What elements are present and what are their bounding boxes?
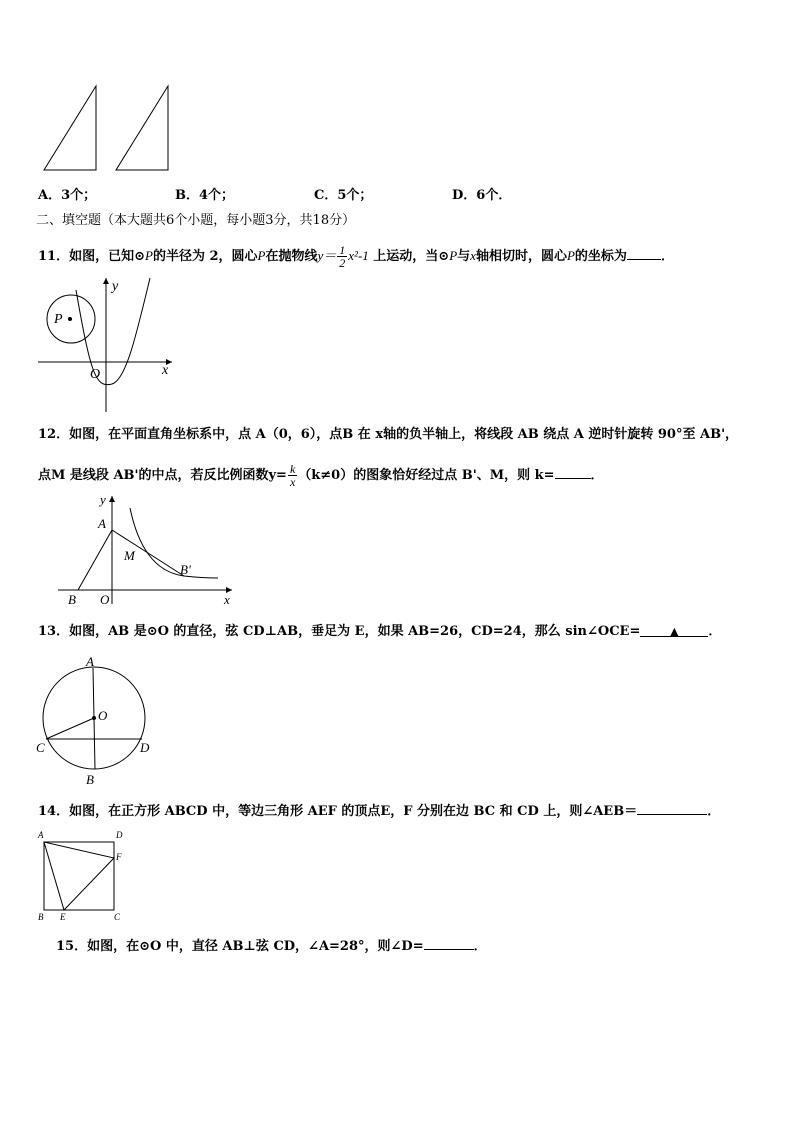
q11-var-p: P — [145, 248, 153, 263]
q10-triangles-figure — [40, 82, 175, 174]
center-p-dot — [68, 317, 72, 321]
question-11 — [38, 244, 674, 269]
section-heading-text: 二、填空题（本大题共6个小题，每小题3分，共18分） — [36, 213, 356, 228]
question-14 — [38, 802, 720, 820]
segment-ab — [78, 530, 112, 590]
q11-text-6: 轴相切时，圆心 — [475, 249, 567, 264]
q11-text-7: 的坐标为 — [574, 249, 627, 264]
q11-text-4: 上运动，当⊙ — [368, 249, 450, 264]
question-15 — [56, 937, 487, 955]
label-x: x — [162, 363, 169, 378]
q13-answer-blank[interactable] — [640, 624, 708, 637]
label-d: D — [140, 740, 150, 755]
q12-fraction — [288, 463, 297, 488]
option-c: C．5个； — [314, 188, 373, 203]
label-a: A — [86, 654, 94, 669]
q11-frac-den: 2 — [339, 256, 346, 270]
triangle-left — [44, 86, 96, 170]
q11-parabola-figure — [36, 276, 176, 414]
label-m: M — [124, 548, 135, 563]
q12-answer-blank[interactable] — [555, 466, 591, 479]
q13-end: ． — [708, 624, 722, 639]
label-o: O — [98, 708, 108, 723]
q11-var-x: x — [470, 248, 476, 263]
label-c: C — [114, 912, 121, 922]
center-o-dot — [92, 716, 96, 720]
label-f: F — [116, 852, 122, 862]
q11-answer-blank[interactable] — [627, 247, 661, 260]
label-c: C — [36, 740, 45, 755]
label-y: y — [100, 492, 106, 507]
label-a: A — [38, 830, 44, 840]
y-axis-arrow — [109, 496, 115, 502]
label-b: B — [86, 772, 94, 787]
q11-var-p: P — [566, 248, 575, 263]
hyperbola-curve — [130, 508, 218, 578]
q14-text: 14．如图，在正方形 ABCD 中，等边三角形 AEF 的顶点E，F 分别在边 BC 和 CD 上，则∠AEB＝ — [38, 804, 638, 819]
q15-end: ． — [473, 939, 487, 954]
q14-square-figure — [36, 828, 130, 924]
q12-rotation-figure — [54, 492, 238, 610]
q14-answer-blank[interactable] — [637, 802, 707, 815]
label-a: A — [98, 516, 106, 531]
q11-frac-num: 1 — [339, 243, 346, 257]
label-y: y — [112, 279, 119, 294]
q11-y-eq: y＝ — [317, 248, 337, 263]
q12-frac-den: x — [289, 475, 296, 489]
label-o: O — [90, 367, 101, 382]
y-axis-arrow — [103, 278, 109, 284]
equilateral-triangle-aef — [44, 842, 114, 910]
label-d: D — [116, 830, 123, 840]
q11-expr-tail: x²-1 — [348, 248, 369, 263]
q12-text-b: （k≠0）的图象恰好经过点 B'、M，则 k= — [298, 468, 555, 483]
q13-circle-figure — [34, 654, 160, 788]
label-b: B — [38, 912, 44, 922]
label-p: P — [54, 312, 63, 327]
label-e: E — [60, 912, 66, 922]
question-12-line-1: 12．如图，在平面直角坐标系中，点 A（0，6），点B 在 x轴的负半轴上，将线段 AB 绕点 A 逆时针旋转 90°至 AB'， — [38, 427, 739, 442]
question-13 — [38, 624, 721, 640]
segment-oc — [46, 718, 94, 739]
label-b-prime: B' — [180, 562, 191, 577]
option-d: D．6个． — [452, 188, 512, 203]
q11-number: 11． — [38, 249, 70, 264]
q11-fraction — [337, 244, 347, 269]
q12-frac-num: k — [289, 462, 296, 476]
option-a: A．3个； — [38, 188, 97, 203]
q14-end: ． — [707, 804, 721, 819]
q11-var-p: P — [449, 248, 458, 263]
q15-text: 15．如图，在⊙O 中，直径 AB⊥弦 CD，∠A=28°，则∠D= — [56, 939, 424, 954]
q11-text-1: 如图，已知⊙ — [69, 249, 145, 264]
q13-text: 13．如图，AB 是⊙O 的直径，弦 CD⊥AB，垂足为 E，如果 AB=26，CD=24，那么 sin∠OCE= — [38, 624, 641, 639]
question-12-line-2 — [38, 463, 604, 488]
q12-end: ． — [590, 468, 604, 483]
triangle-right — [116, 86, 168, 170]
q11-var-p: P — [257, 248, 266, 263]
q12-text-a: 点M 是线段 AB'的中点，若反比例函数y= — [38, 468, 287, 483]
section-heading — [36, 213, 355, 229]
q11-end: ． — [660, 249, 674, 264]
q13-answer-mark: ▲ — [670, 625, 679, 638]
label-x: x — [224, 592, 230, 607]
option-b: B．4个； — [175, 188, 235, 203]
q11-text-5: 与 — [457, 249, 471, 264]
label-b: B — [68, 592, 76, 607]
q15-answer-blank[interactable] — [424, 937, 474, 950]
q11-text-2: 的半径为 2，圆心 — [152, 249, 258, 264]
q11-text-3: 在抛物线 — [265, 249, 318, 264]
label-o: O — [100, 592, 110, 607]
